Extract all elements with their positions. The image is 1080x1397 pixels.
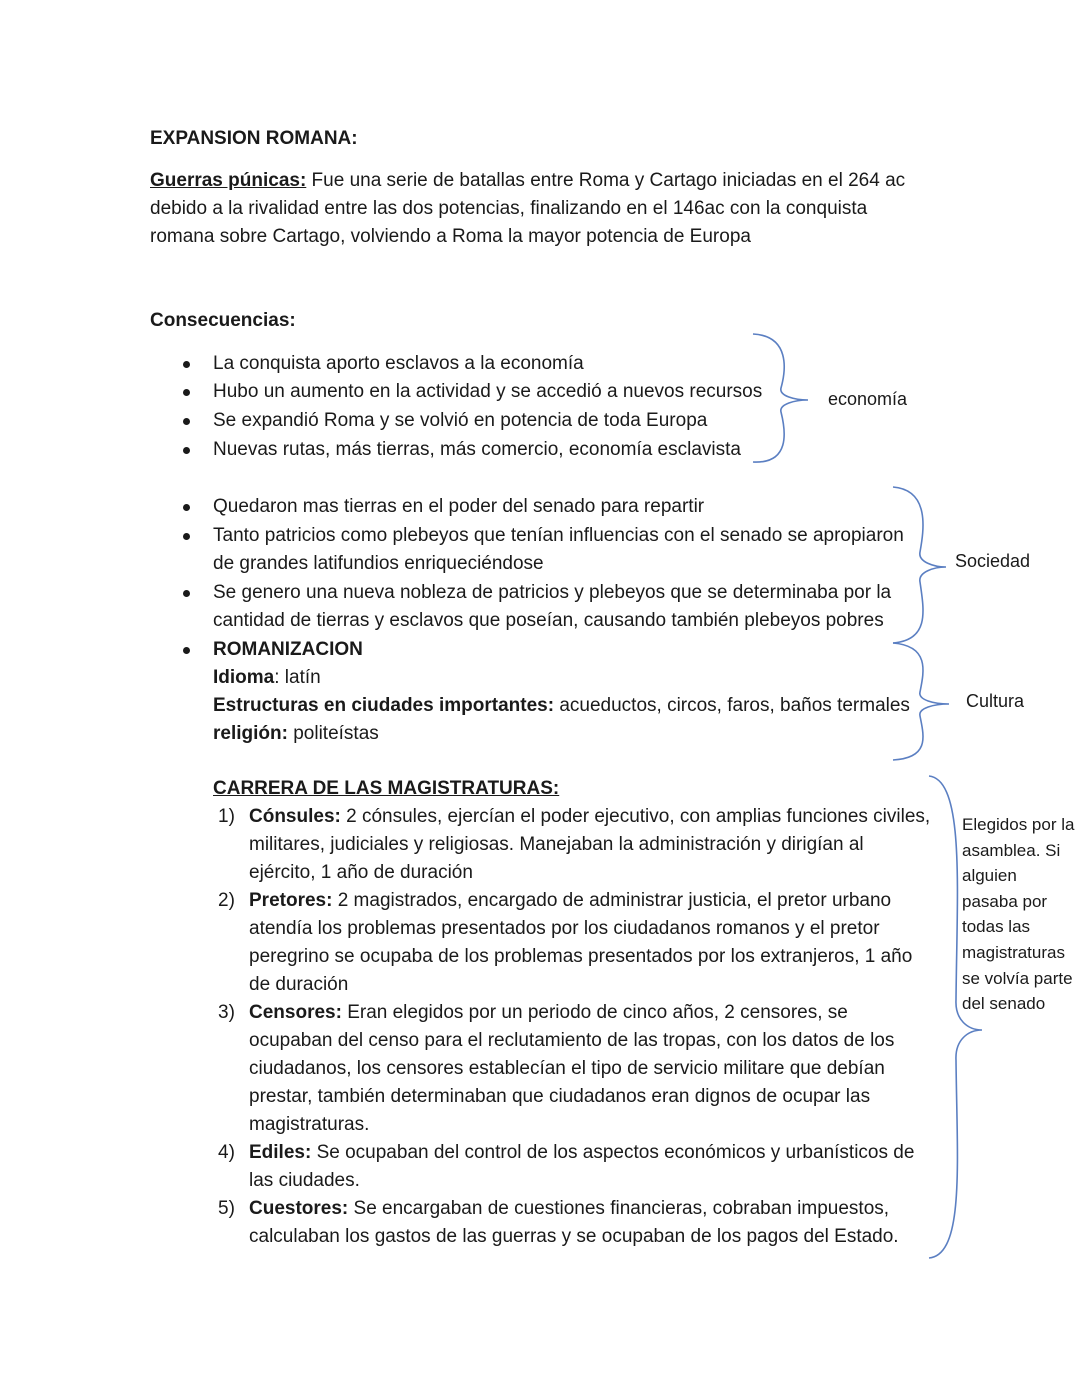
- magistracies-heading: CARRERA DE LAS MAGISTRATURAS:: [213, 778, 560, 799]
- economy-brace: [753, 334, 808, 462]
- magistracy-label: Censores:: [249, 1002, 342, 1023]
- economy-item: Nuevas rutas, más tierras, más comercio, economía esclavista: [213, 439, 741, 460]
- magistracy-line: ocupaban del censo para el reclutamiento de las tropas, con los datos de los: [249, 1030, 895, 1051]
- magistracy-item: Cuestores: Se encargaban de cuestiones financieras, cobraban impuestos,: [249, 1198, 890, 1219]
- society-item: Se genero una nueva nobleza de patricios y plebeyos que se determinaba por la: [213, 582, 892, 603]
- culture-brace: [893, 643, 949, 760]
- culture-language: Idioma: latín: [213, 667, 321, 688]
- society-item-cont: de grandes latifundios enriqueciéndose: [213, 553, 544, 574]
- punic-wars-label: Guerras púnicas:: [150, 170, 307, 191]
- magistracy-number: 3): [218, 1002, 235, 1023]
- magistracy-number: 4): [218, 1142, 235, 1163]
- society-item-cont: cantidad de tierras y esclavos que poseían, causando también plebeyos pobres: [213, 610, 884, 631]
- magistracy-number: 5): [218, 1198, 235, 1219]
- punic-wars-line-2: debido a la rivalidad entre las dos potencias, finalizando en el 146ac con la conquista: [150, 198, 868, 219]
- culture-religion: religión: politeístas: [213, 723, 379, 744]
- magistracies-note-line: Elegidos por la: [962, 815, 1075, 834]
- magistracy-label: Cónsules:: [249, 806, 341, 827]
- consequences-title: Consecuencias:: [150, 310, 296, 331]
- culture-label: Cultura: [966, 691, 1025, 711]
- romanizacion-heading: ROMANIZACION: [213, 639, 363, 660]
- magistracy-item: Censores: Eran elegidos por un periodo de cinco años, 2 censores, se: [249, 1002, 848, 1023]
- magistracies-note-line: alguien: [962, 866, 1017, 886]
- magistracy-line: ciudadanos, los censores establecían el tipo de servicio militare que debían: [249, 1058, 885, 1079]
- magistracy-line: prestar, también determinaban que ciudadanos eran dignos de ocupar las: [249, 1086, 871, 1107]
- magistracies-note-line: se volvía parte: [962, 968, 1073, 988]
- page-title: EXPANSION ROMANA:: [150, 128, 358, 149]
- society-brace: [893, 487, 946, 643]
- culture-structures: Estructuras en ciudades importantes: acueductos, circos, faros, baños termales: [213, 695, 910, 716]
- magistracies-note-line: todas las: [962, 917, 1031, 937]
- magistracy-item: Ediles: Se ocupaban del control de los aspectos económicos y urbanísticos de: [249, 1142, 915, 1163]
- magistracy-line: ejército, 1 año de duración: [249, 862, 473, 883]
- magistracies-note-line: del senado: [962, 994, 1046, 1014]
- economy-item: Hubo un aumento en la actividad y se accedió a nuevos recursos: [213, 381, 763, 402]
- punic-wars-line-3: romana sobre Cartago, volviendo a Roma la mayor potencia de Europa: [150, 226, 751, 247]
- magistracy-item: Cónsules: 2 cónsules, ejercían el poder ejecutivo, con amplias funciones civiles,: [249, 806, 931, 827]
- magistracy-label: Pretores:: [249, 890, 333, 911]
- magistracy-line: magistraturas.: [249, 1114, 370, 1135]
- magistracy-line: calculaban los gastos de las guerras y se ocupaban de los pagos del Estado.: [249, 1226, 899, 1247]
- magistracy-line: peregrino se ocupaba de los problemas presentados por los extranjeros, 1 año: [249, 946, 913, 967]
- magistracy-line: militares, judiciales y religiosas. Manejaban la administración y dirigían al: [249, 834, 864, 855]
- society-item: Quedaron mas tierras en el poder del senado para repartir: [213, 496, 705, 517]
- magistracy-number: 2): [218, 890, 235, 911]
- society-label: Sociedad: [955, 551, 1031, 571]
- magistracy-line: atendía los problemas presentados por los ciudadanos romanos y el pretor: [249, 918, 880, 939]
- magistracy-label: Ediles:: [249, 1142, 312, 1163]
- magistracy-number: 1): [218, 806, 235, 827]
- magistracies-note-line: magistraturas: [962, 943, 1065, 962]
- magistracies-brace: [929, 776, 982, 1258]
- magistracy-label: Cuestores:: [249, 1198, 349, 1219]
- economy-item: Se expandió Roma y se volvió en potencia de toda Europa: [213, 410, 708, 431]
- punic-wars-line-1: Guerras púnicas: Fue una serie de batallas entre Roma y Cartago iniciadas en el 264 ac: [150, 170, 906, 191]
- magistracy-line: de duración: [249, 974, 349, 995]
- magistracies-note-line: asamblea. Si: [962, 840, 1061, 860]
- economy-label: economía: [828, 389, 908, 409]
- magistracy-item: Pretores: 2 magistrados, encargado de administrar justicia, el pretor urbano: [249, 890, 892, 911]
- magistracy-line: las ciudades.: [249, 1170, 360, 1191]
- economy-item: La conquista aporto esclavos a la economía: [213, 353, 584, 374]
- magistracies-note-line: pasaba por: [962, 891, 1048, 911]
- society-item: Tanto patricios como plebeyos que tenían influencias con el senado se apropiaron: [213, 525, 904, 546]
